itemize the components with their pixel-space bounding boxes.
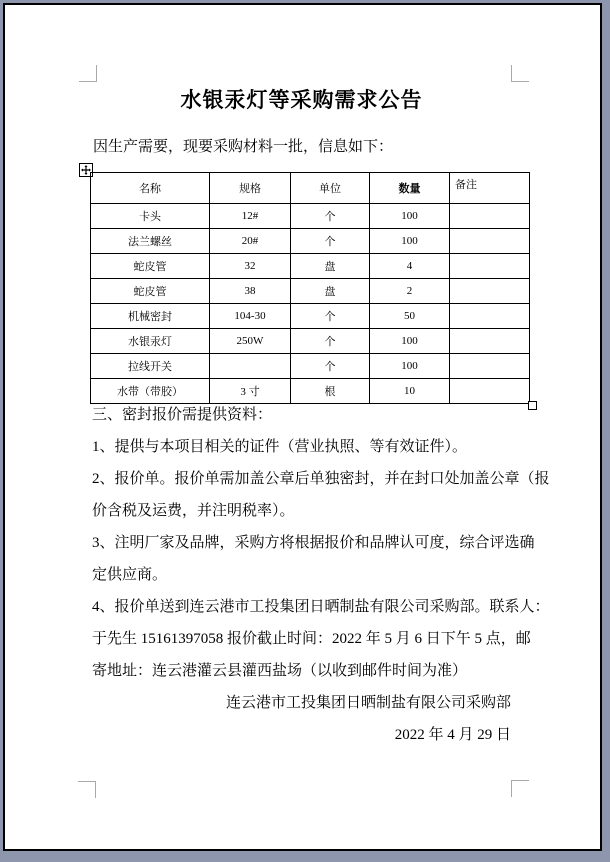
body-line: 于先生 15161397058 报价截止时间：2022 年 5 月 6 日下午 5 点，邮 xyxy=(92,631,531,647)
body-line: 3、注明厂家及品牌，采购方将根据报价和品牌认可度，综合评选确 xyxy=(92,535,535,551)
cell-quantity: 100 xyxy=(370,329,450,354)
cell-quantity: 100 xyxy=(370,204,450,229)
table-row xyxy=(91,329,530,354)
cell-spec: 20# xyxy=(210,229,291,254)
table-row xyxy=(91,279,530,304)
cell-quantity: 50 xyxy=(370,304,450,329)
body-line: 价含税及运费，并注明税率）。 xyxy=(92,503,295,519)
cell-unit: 个 xyxy=(291,204,370,229)
cell-quantity: 2 xyxy=(370,279,450,304)
body-line: 2、报价单。报价单需加盖公章后单独密封，并在封口处加盖公章（报 xyxy=(92,471,550,487)
table-row xyxy=(91,229,530,254)
cell-quantity: 100 xyxy=(370,354,450,379)
cell-spec: 250W xyxy=(210,329,291,354)
cell-name: 水带（带胶） xyxy=(91,379,210,404)
cell-quantity: 4 xyxy=(370,254,450,279)
col-header-unit: 单位 xyxy=(291,173,370,204)
cell-name: 蛇皮管 xyxy=(91,254,210,279)
cell-quantity: 10 xyxy=(370,379,450,404)
col-header-spec: 规格 xyxy=(210,173,291,204)
col-header-quantity: 数量 xyxy=(370,173,450,204)
cell-spec: 12# xyxy=(210,204,291,229)
cell-name: 法兰螺丝 xyxy=(91,229,210,254)
cell-unit: 个 xyxy=(291,354,370,379)
cell-remark xyxy=(450,329,530,354)
col-header-remark: 备注 xyxy=(450,173,530,204)
document-title: 水银汞灯等采购需求公告 xyxy=(180,88,423,112)
col-header-name: 名称 xyxy=(91,173,210,204)
cell-remark xyxy=(450,354,530,379)
table-row xyxy=(91,254,530,279)
section-heading: 三、密封报价需提供资料： xyxy=(92,407,273,423)
body-text-block xyxy=(92,399,550,751)
table-header-row xyxy=(91,173,530,204)
cell-spec xyxy=(210,354,291,379)
cell-name: 机械密封 xyxy=(91,304,210,329)
cell-name: 卡头 xyxy=(91,204,210,229)
cell-name: 蛇皮管 xyxy=(91,279,210,304)
cell-spec: 32 xyxy=(210,254,291,279)
cell-remark xyxy=(450,254,530,279)
cell-unit: 盘 xyxy=(291,254,370,279)
procurement-table xyxy=(90,172,530,404)
cell-remark xyxy=(450,229,530,254)
table-row xyxy=(91,354,530,379)
signature-line: 连云港市工投集团日晒制盐有限公司采购部 xyxy=(225,695,511,711)
cell-spec: 38 xyxy=(210,279,291,304)
cell-remark xyxy=(450,304,530,329)
cell-unit: 盘 xyxy=(291,279,370,304)
cell-unit: 个 xyxy=(291,329,370,354)
cell-unit: 个 xyxy=(291,229,370,254)
cell-unit: 个 xyxy=(291,304,370,329)
cell-name: 拉线开关 xyxy=(91,354,210,379)
body-line: 1、提供与本项目相关的证件（营业执照、等有效证件）。 xyxy=(92,439,468,455)
intro-paragraph: 因生产需要，现要采购材料一批，信息如下： xyxy=(93,139,394,155)
table-row xyxy=(91,304,530,329)
body-line: 4、报价单送到连云港市工投集团日晒制盐有限公司采购部。联系人： xyxy=(92,599,550,615)
cell-remark xyxy=(450,204,530,229)
date-line: 2022 年 4 月 29 日 xyxy=(394,727,511,743)
table-row xyxy=(91,204,530,229)
table-resize-handle[interactable] xyxy=(528,401,537,410)
cell-spec: 104-30 xyxy=(210,304,291,329)
cell-name: 水银汞灯 xyxy=(91,329,210,354)
cell-remark xyxy=(450,279,530,304)
cell-unit: 根 xyxy=(291,379,370,404)
body-line: 定供应商。 xyxy=(92,567,168,583)
cell-quantity: 100 xyxy=(370,229,450,254)
body-line: 寄地址：连云港灌云县灌西盐场（以收到邮件时间为准） xyxy=(92,663,468,679)
cell-spec: 3 寸 xyxy=(210,379,291,404)
